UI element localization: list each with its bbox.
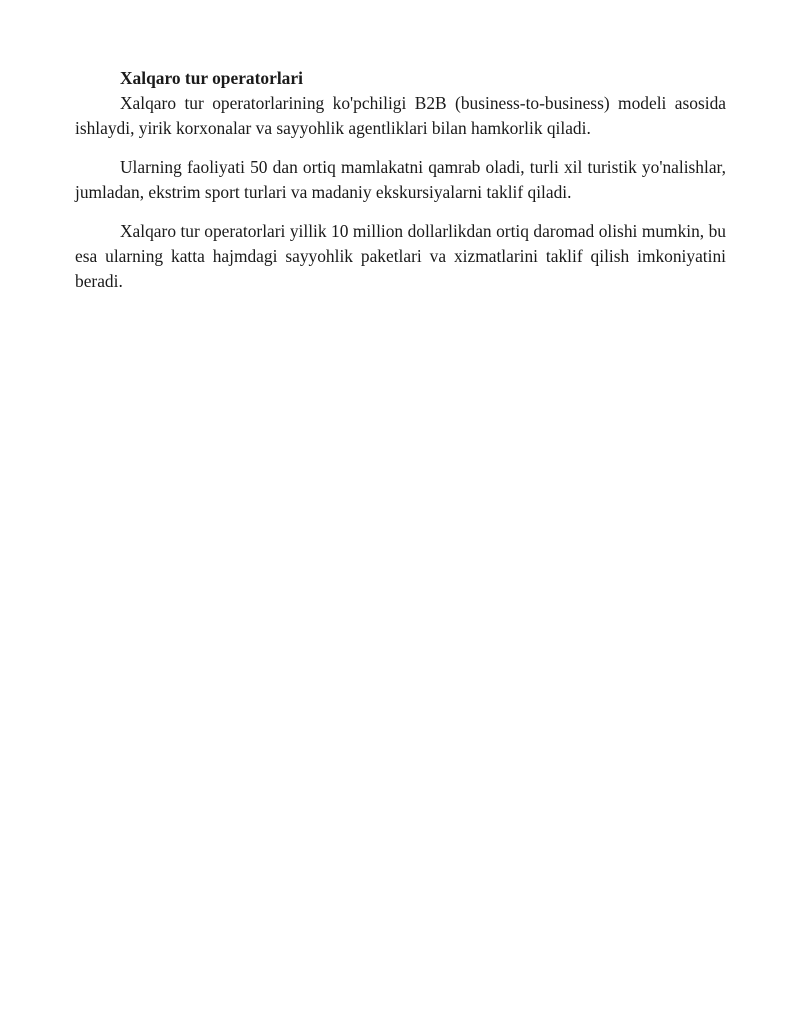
- paragraph-annual-revenue: Xalqaro tur operatorlari yillik 10 million dollarlikdan ortiq daromad olishi mumkin, bu esa ularning katta hajmdagi sayyohlik paketlari va xizmatlarini taklif qilish imkoniyatini beradi.: [75, 221, 726, 291]
- document-body: [75, 66, 726, 308]
- paragraph-countries-coverage: Ularning faoliyati 50 dan ortiq mamlakatni qamrab oladi, turli xil turistik yo'nalishlar, jumladan, ekstrim sport turlari va madaniy ekskursiyalarni taklif qiladi.: [75, 157, 726, 202]
- paragraph-b2b-model: Xalqaro tur operatorlarining ko'pchiligi B2B (business-to-business) modeli asosida ishlaydi, yirik korxonalar va sayyohlik agentliklari bilan hamkorlik qiladi.: [75, 93, 726, 138]
- section-heading: Xalqaro tur operatorlari: [120, 68, 303, 88]
